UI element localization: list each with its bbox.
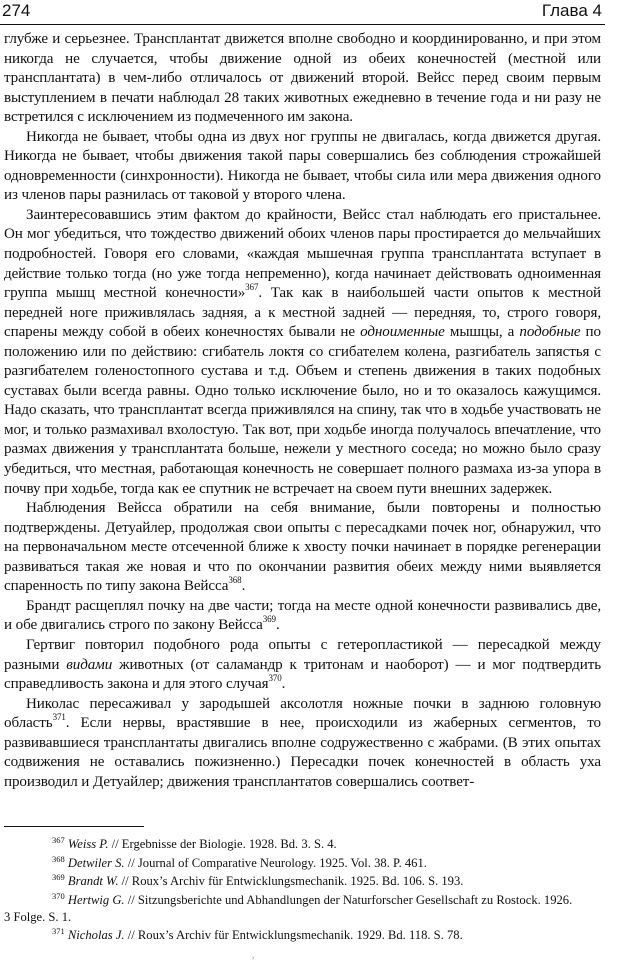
text-run: Брандт расщеплял почку на две части; тогда на месте одной конечности развивались две, и обе двигались строго по закону Вейсса [4,597,601,634]
footnote-text: // Journal of Comparative Neurology. 1925. Vol. 38. P. 461. [124,855,427,870]
text-run: по положению или по действию: сгибатель локтя со сгибателем колена, разгибатель запястья с разгибателем голеностопного сустава и т.д. Объем и степень движения в таких подобных суставах были всегда равны. Одно только исключение было, но и то оказалось кажущимся. Надо сказать, что трансплантат всегда приживлялся на спину, так что в ходьбе участвовать не мог, и только размахивал вхолостую. Так вот, при ходьбе иногда получалось впечатление, что размах движения у трансплантата больше, нежели у местного соседа; но можно было сразу убедиться, что местная, работающая конечность не совершает полного размаха из-за упора в почву при ходьбе, тогда как ее спутник не встречает на своем пути внешних задержек. [4,324,601,497]
footnote [4,836,601,853]
footnote-continuation: 3 Folge. S. 1. [4,909,72,924]
paragraph [4,30,601,128]
footnote-author: Nicholas J. [64,928,125,942]
footnote-text: // Roux’s Archiv für Entwicklungsmechanik. 1929. Bd. 118. S. 78. [124,928,463,942]
body-text [4,30,601,792]
text-run: глубже и серьезнее. Трансплантат движется вполне свободно и координированно, и при этом никогда не случается, чтобы движение одной из обеих конечностей (местной или трансплантата) в чем-либо отличалось от движений второй. Вейсс перед своим первым выступлением в печати наблюдал 28 таких животных ежедневно в течение года и ни разу не встретился с исключением из подмеченного им закона. [4,31,601,126]
text-run: . [241,578,246,595]
footnote [4,892,601,926]
footnote-separator [4,826,144,827]
footnote [4,927,601,944]
footnote [4,855,601,872]
paragraph [4,695,601,793]
footnote-number: 367 [52,834,65,845]
text-run: Николас пересаживал у зародышей аксолотля ножные почки в заднюю головную область [4,695,601,732]
emphasis: видами [66,656,113,673]
chapter-title: Глава 4 [541,1,602,20]
paragraph [4,206,601,499]
text-run: . [281,676,286,693]
paragraph [4,636,601,695]
paragraph [4,597,601,636]
footnote [4,873,601,890]
footnotes [4,836,601,946]
text-run: животных (от саламандр к тритонам и наоборот) — и мог подтвердить справедливость закона и для этого случая [4,656,601,693]
text-run: мышцы, а [444,324,520,341]
text-run: Гертвиг повторил подобного рода опыты с гетеропластикой — пересадкой между разными [4,636,601,673]
text-run: Наблюдения Вейсса обратили на себя внимание, были повторены и полностью подтверждены. Детуайлер, продолжая свои опыты с пересадками почек ног, обнаружил, что на первоначальном месте отсеченной ближе к хвосту почки начинает в порядке регенерации развиваться такая же новая и что по окончании развития обеих между ними выявляется спаренность по типу закона Вейсса [4,500,601,595]
emphasis: подобные [519,324,581,341]
text-run: . Если нервы, врастявшие в нее, происходили из жаберных сегментов, то развивавшиеся трансплантаты двигались вполне содружественно с жабрами. (В этих опытах содвижения не оставались пожизненно.) Пересадки почек конечностей в область уха производил и Детуайлер; движения трансплантатов совершались соответ- [4,715,601,790]
text-run: Никогда не бывает, чтобы одна из двух ног группы не двигалась, когда движется другая. Никогда не бывает, чтобы движения такой пары совершались без соблюдения строжайшей одновременности (синхронности). Никогда не бывает, чтобы сила или мера движения одного из членов пары разнилась от таковой у второго члена. [4,128,601,204]
footnote-author: Weiss P. [64,837,109,851]
footnote-ref[interactable]: 371 [52,712,66,723]
footnote-ref[interactable]: 369 [262,614,276,625]
page-number: 274 [2,1,31,20]
footnote-author: Detwiler S. [64,855,125,870]
footnote-text: // Sitzungsberichte und Abhandlungen der Naturforscher Gesellschaft zu Rostock. 1926. [124,892,573,907]
header-rule [0,24,605,25]
text-run: . Так как в наибольшей части опытов к местной передней ноге приживлялась задняя, а к местной задней — передняя, то, строго говоря, спарены между собой в обеих конечностях бывали не [4,285,601,341]
footnote-ref[interactable]: 367 [245,282,259,293]
page-header [0,0,620,30]
footnote-ref[interactable]: 370 [268,673,282,684]
text-run: Заинтересовавшись этим фактом до крайности, Вейсс стал наблюдать его пристальнее. Он мог убедиться, что тождество движений обоих членов пары простирается до мельчайших подробностей. Говоря его словами, «каждая мышечная группа трансплантата вступает в действие только тогда (но уже тогда непременно), когда начинает действовать одноименная группа мышц местной конечности» [4,206,601,302]
emphasis: одноименные [360,324,445,341]
paragraph [4,499,601,597]
scan-mark: , [252,950,255,961]
paragraph [4,128,601,206]
footnote-number: 368 [52,853,65,864]
footnote-author: Brandt W. [64,874,119,888]
footnote-number: 370 [52,890,65,901]
footnote-number: 371 [52,925,65,936]
footnote-text: // Ergebnisse der Biologie. 1928. Bd. 3. S. 4. [108,837,337,851]
footnote-ref[interactable]: 368 [228,575,242,586]
footnote-text: // Roux’s Archiv für Entwicklungsmechanik. 1925. Bd. 106. S. 193. [118,874,464,888]
footnote-number: 369 [52,871,65,882]
text-run: . [275,617,280,634]
footnote-author: Hertwig G. [64,892,125,907]
